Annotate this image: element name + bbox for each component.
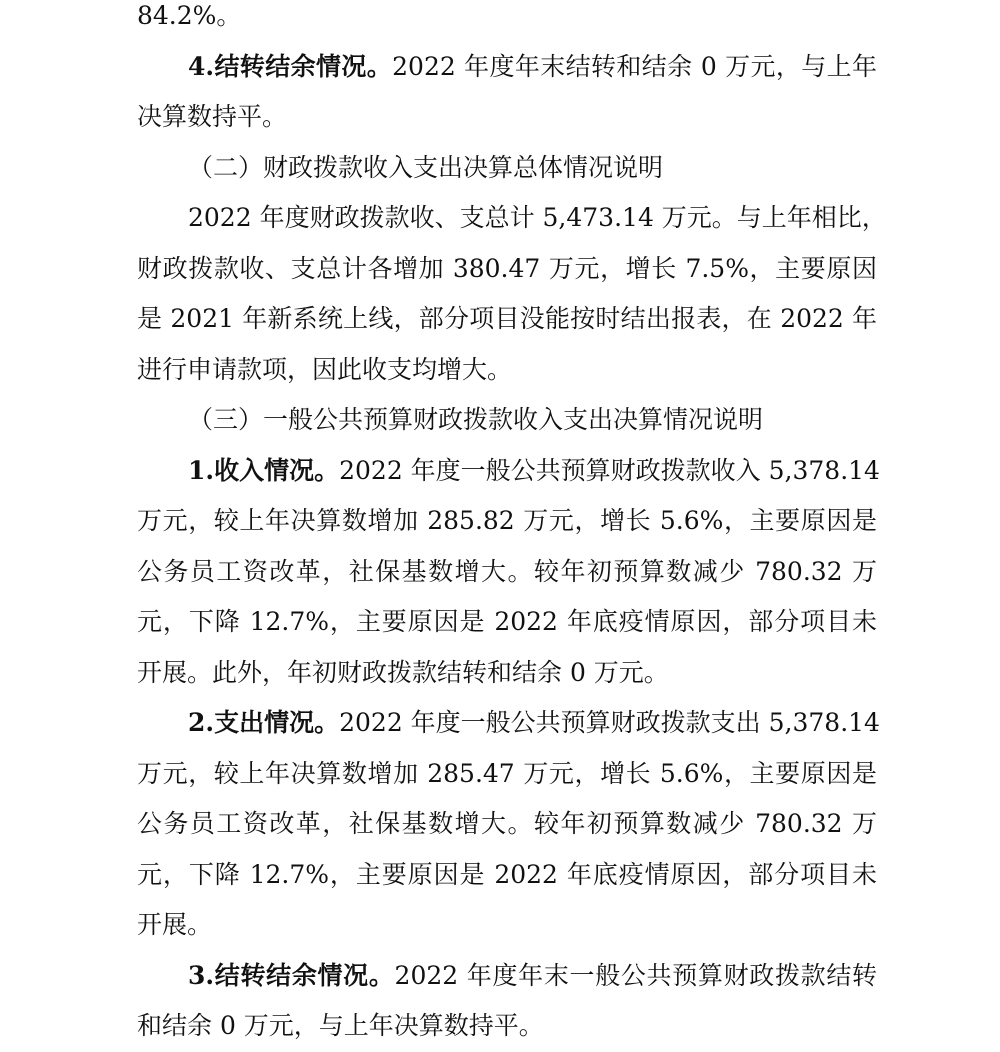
expense-line-4: 元，下降 12.7%，主要原因是 2022 年底疫情原因，部分项目未 bbox=[137, 859, 877, 889]
income-lead: 1.收入情况。 bbox=[188, 455, 340, 485]
section3-carryover-text-1: 2022 年度年末一般公共预算财政拨款结转 bbox=[394, 960, 877, 990]
income-line-5: 开展。此外，年初财政拨款结转和结余 0 万元。 bbox=[137, 657, 669, 687]
expense-line-3: 公务员工资改革，社保基数增大。较年初预算数减少 780.32 万 bbox=[137, 809, 877, 838]
document-page bbox=[137, 0, 887, 1052]
carryover-paragraph bbox=[137, 42, 877, 143]
income-line-1 bbox=[137, 446, 880, 497]
section2-line-2: 财政拨款收、支总计各增加 380.47 万元，增长 7.5%，主要原因 bbox=[137, 253, 877, 283]
expense-text-1: 2022 年度一般公共预算财政拨款支出 5,378.14 bbox=[339, 708, 880, 737]
top-line: 84.2%。 bbox=[137, 1, 242, 30]
expense-line-2: 万元，较上年决算数增加 285.47 万元，增长 5.6%，主要原因是 bbox=[137, 758, 877, 788]
income-line-2: 万元，较上年决算数增加 285.82 万元，增长 5.6%，主要原因是 bbox=[137, 506, 877, 535]
expense-line-5: 开展。 bbox=[137, 910, 213, 939]
expense-line-1 bbox=[137, 698, 880, 749]
income-paragraph bbox=[137, 446, 880, 699]
expense-paragraph bbox=[137, 698, 880, 951]
section3-heading: （三）一般公共预算财政拨款收入支出决算情况说明 bbox=[188, 405, 764, 434]
section2-line-1: 2022 年度财政拨款收、支总计 5,473.14 万元。与上年相比， bbox=[188, 203, 887, 232]
income-line-4: 元，下降 12.7%，主要原因是 2022 年底疫情原因，部分项目未 bbox=[137, 607, 877, 636]
income-line-3: 公务员工资改革，社保基数增大。较年初预算数减少 780.32 万 bbox=[137, 556, 877, 586]
section2-line-4: 进行申请款项，因此收支均增大。 bbox=[137, 354, 513, 384]
section2-paragraph bbox=[137, 193, 887, 395]
carryover-line-2: 决算数持平。 bbox=[137, 102, 288, 131]
section2-line-3: 是 2021 年新系统上线，部分项目没能按时结出报表，在 2022 年 bbox=[137, 304, 877, 333]
section3-carryover-line-1 bbox=[137, 951, 877, 1002]
income-text-1: 2022 年度一般公共预算财政拨款收入 5,378.14 bbox=[339, 455, 880, 485]
carryover-lead: 4.结转结余情况。 bbox=[188, 51, 393, 81]
carryover-text-1: 2022 年度年末结转和结余 0 万元，与上年 bbox=[392, 51, 877, 81]
section3-carryover-paragraph bbox=[137, 951, 877, 1052]
carryover-line-1 bbox=[137, 42, 877, 93]
section2-heading: （二）财政拨款收入支出决算总体情况说明 bbox=[188, 152, 664, 182]
section3-carryover-lead: 3.结转结余情况。 bbox=[188, 960, 395, 990]
expense-lead: 2.支出情况。 bbox=[188, 708, 340, 737]
section3-carryover-line-2: 和结余 0 万元，与上年决算数持平。 bbox=[137, 1011, 544, 1040]
